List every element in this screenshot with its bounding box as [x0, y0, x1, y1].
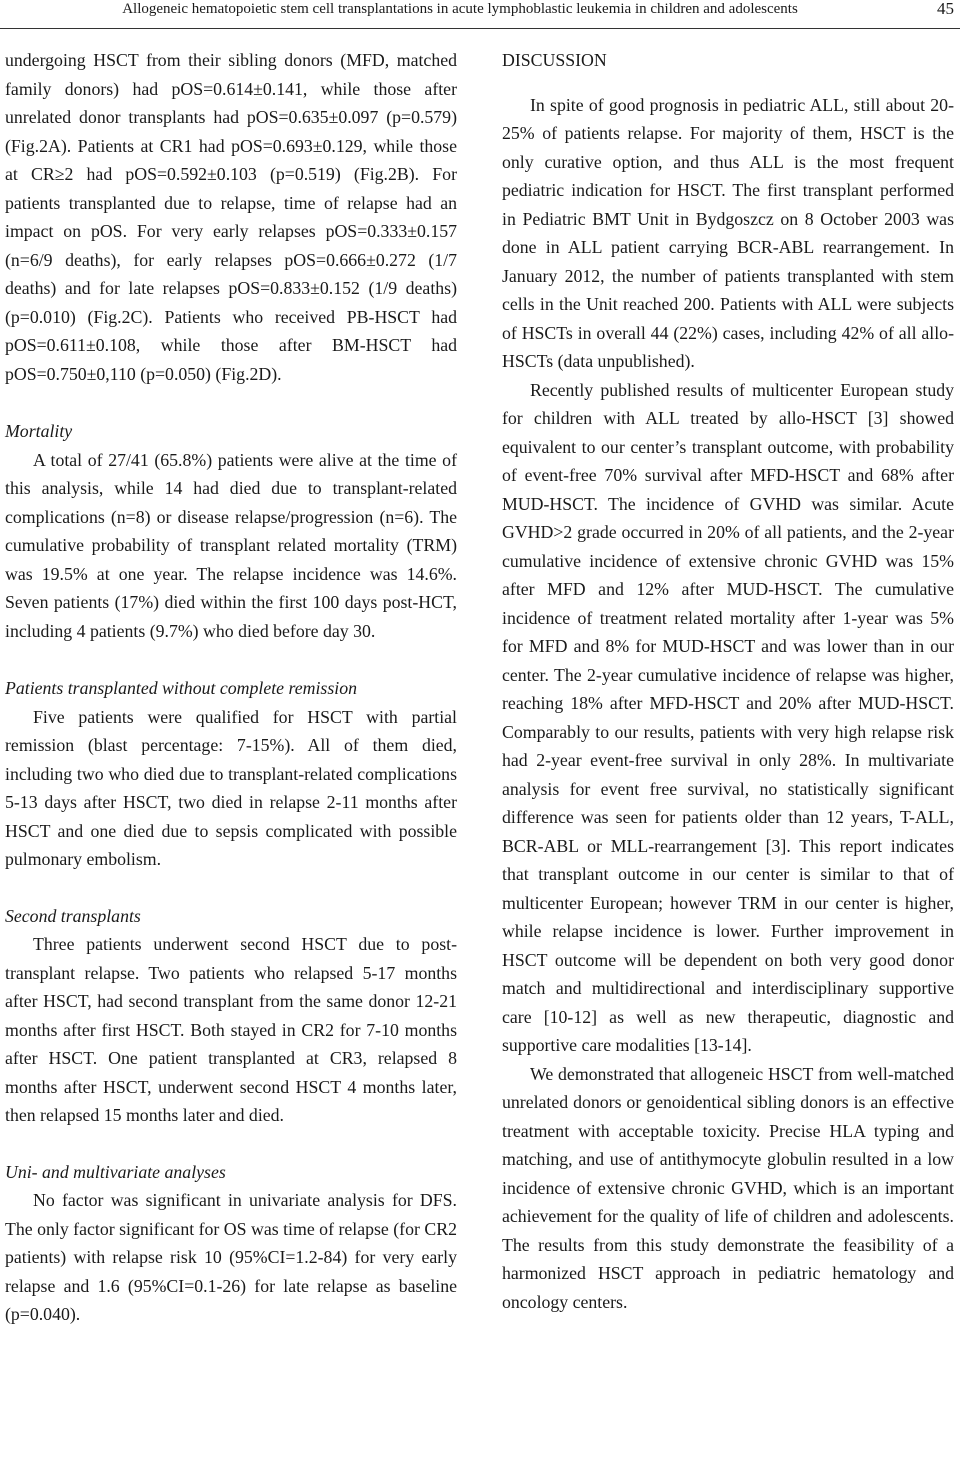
remission-heading: Patients transplanted without complete remission: [5, 678, 357, 698]
remission-paragraph: Five patients were qualified for HSCT with partial remission (blast percentage: 7-15%). All of them died, including two who died due to transplant-related complications 5-13 days after HSCT, two died in relapse 2-11 months after HSCT and one died due to sepsis complicated with possible pulmonary embolism.: [5, 706, 457, 869]
mortality-paragraph: A total of 27/41 (65.8%) patients were alive at the time of this analysis, while 14 had died due to transplant-related complications (n=8) or disease relapse/progression (n=6). The cumulative probability of transplant related mortality (TRM) was 19.5% at one year. The relapse incidence was 14.6%. Seven patients (17%) died within the first 100 days post-HCT, including 4 patients (9.7%) who died before day 30.: [5, 449, 457, 641]
discussion-paragraph-1: In spite of good prognosis in pediatric ALL, still about 20-25% of patients relapse. For majority of them, HSCT is the only curative option, and thus ALL is the most frequent pediatric indication for HSCT. The first transplant performed in Pediatric BMT Unit in Bydgoszcz on 8 October 2003 was done in ALL patient carrying BCR-ABL rearrangement. In January 2012, the number of patients transplanted with stem cells in the Unit reached 200. Patients with ALL were subjects of HSCTs in overall 44 (22%) cases, including 42% of all allo-HSCTs (data unpublished).: [502, 94, 954, 371]
discussion-heading: DISCUSSION: [502, 50, 607, 70]
right-column: [502, 46, 954, 1316]
multivariate-paragraph: No factor was significant in univariate analysis for DFS. The only factor significant for OS was time of relapse (for CR2 patients) with relapse risk 10 (95%CI=1.2-84) for very early relapse and 1.6 (95%CI=0.1-26) for late relapse as baseline (p=0.040).: [5, 1190, 457, 1324]
results-paragraph: undergoing HSCT from their sibling donors (MFD, matched family donors) had pOS=0.614±0.141, while those after unrelated donor transplants had pOS=0.635±0.097 (p=0.579) (Fig.2A). Patients at CR1 had pOS=0.693±0.129, while those at CR≥2 had pOS=0.592±0.103 (p=0.519) (Fig.2B). For patients transplanted due to relapse, time of relapse had an impact on pOS. For very early relapses pOS=0.333±0.157 (n=6/9 deaths), for early relapses pOS=0.666±0.272 (1/7 deaths) and for late relapses pOS=0.833±0.152 (1/9 deaths) (p=0.010) (Fig.2C). Patients who received PB-HSCT had pOS=0.611±0.108, while those after BM-HSCT had pOS=0.750±0,110 (p=0.050) (Fig.2D).: [5, 50, 457, 384]
left-column: [5, 46, 457, 1329]
multivariate-heading: Uni- and multivariate analyses: [5, 1161, 226, 1182]
mortality-heading: Mortality: [5, 421, 73, 441]
running-title: Allogeneic hematopoietic stem cell transplantations in acute lymphoblastic leukemia in children and adolescents: [122, 1, 798, 17]
second-transplants-paragraph: Three patients underwent second HSCT due to post-transplant relapse. Two patients who relapsed 5-17 months after HSCT, had second transplant from the same donor 12-21 months after first HSCT. Both stayed in CR2 for 7-10 months after HSCT. One patient transplanted at CR3, relapsed 8 months after HSCT, underwent second HSCT 4 months later, then relapsed 15 months later and died.: [5, 934, 457, 1125]
discussion-paragraph-3: We demonstrated that allogeneic HSCT from well-matched unrelated donors or genoidentical sibling donors is an effective treatment with acceptable toxicity. Precise HLA typing and matching, and use of antithymocyte globulin resulted in a low incidence of extensive chronic GVHD, which is an important achievement for the quality of life of children and adolescents. The results from this study demonstrate the feasibility of a harmonized HSCT approach in pediatric hematology and oncology centers.: [502, 1063, 954, 1312]
second-transplants-heading: Second transplants: [5, 905, 141, 926]
page-header: [0, 0, 960, 29]
discussion-paragraph-2: Recently published results of multicenter European study for children with ALL treated by allo-HSCT [3] showed equivalent to our center’s transplant outcome, with probability of event-free 70% survival after MFD-HSCT and 68% after MUD-HSCT. The incidence of GVHD was similar. Acute GVHD>2 grade occurred in 20% of all patients, and the 2-year cumulative incidence of extensive chronic GVHD was 15% after MFD and 12% after MUD-HSCT. The cumulative incidence of treatment related mortality after 1-year was 5% for MFD and 8% for MUD-HSCT and was lower than in our center. The 2-year cumulative incidence of relapse was higher, reaching 18% after MFD-HSCT and 20% after MUD-HSCT. Comparably to our results, patients with very high relapse risk had 2-year event-free survival in only 28%. In multivariate analysis for event free survival, no statistically significant difference was seen for patients older than 12 years, T-ALL, BCR-ABL or MLL-rearrangement [3]. This report indicates that transplant outcome in our center is similar to that of multicenter European; however TRM in our center is higher, while relapse incidence is lower. Further improvement in HSCT outcome will be dependent on both very good donor match and multidirectional and interdisciplinary supportive care [10-12] as well as new therapeutic, diagnostic and supportive care modalities [13-14].: [502, 379, 954, 1055]
page-number: 45: [937, 0, 954, 18]
